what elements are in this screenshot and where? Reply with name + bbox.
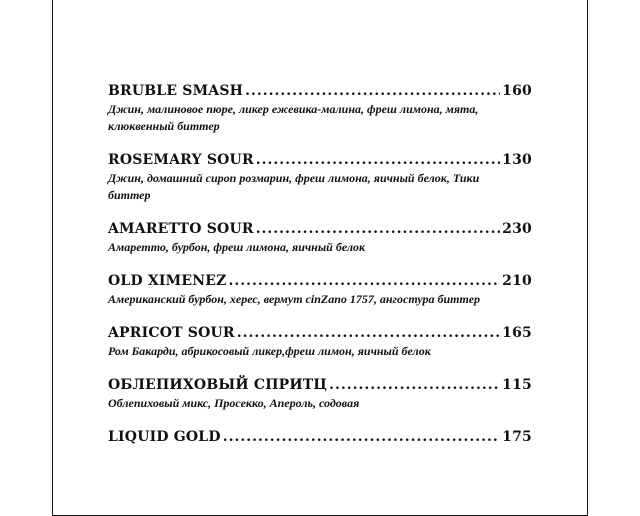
cocktail-menu <box>108 82 532 463</box>
menu-item-price: 115 <box>502 377 532 393</box>
menu-item-price: 230 <box>502 221 532 237</box>
menu-item-name: OLD XIMENEZ <box>108 273 227 289</box>
menu-item-title-line <box>108 428 532 447</box>
dot-leader <box>237 324 500 343</box>
dot-leader <box>256 151 500 170</box>
menu-item-price: 165 <box>502 325 532 341</box>
menu-item-title-line <box>108 82 532 101</box>
menu-item-title-line <box>108 151 532 170</box>
menu-item-description: Амаретто, бурбон, фреш лимона, яичный белок <box>108 240 366 254</box>
menu-item-description: Джин, домашний сироп розмарин, фреш лимона, яичный белок, Тики биттер <box>108 171 480 202</box>
menu-item <box>108 272 532 308</box>
menu-item-description: Джин, малиновое пюре, ликер ежевика-малина, фреш лимона, мята, клюквенный биттер <box>108 102 479 133</box>
menu-item-name: BRUBLE SMASH <box>108 83 244 99</box>
dot-leader <box>245 82 500 101</box>
menu-item <box>108 428 532 447</box>
menu-item-name: ОБЛЕПИХОВЫЙ СПРИТЦ <box>108 377 328 393</box>
dot-leader <box>229 272 501 291</box>
menu-item-price: 160 <box>502 83 532 99</box>
menu-item <box>108 376 532 412</box>
menu-item <box>108 82 532 135</box>
menu-item-name: LIQUID GOLD <box>108 429 221 445</box>
menu-item-price: 210 <box>502 273 532 289</box>
menu-item-description: Облепиховый микс, Просекко, Апероль, содовая <box>108 396 360 410</box>
menu-item-title-line <box>108 220 532 239</box>
dot-leader <box>329 376 500 395</box>
menu-item-title-line <box>108 324 532 343</box>
menu-item-description: Американский бурбон, херес, вермут cinZano 1757, ангостура биттер <box>108 292 481 306</box>
menu-item <box>108 324 532 360</box>
menu-item-title-line <box>108 376 532 395</box>
menu-item-price: 130 <box>502 152 532 168</box>
dot-leader <box>256 220 500 239</box>
menu-item-name: APRICOT SOUR <box>108 325 235 341</box>
menu-item <box>108 151 532 204</box>
menu-item <box>108 220 532 256</box>
menu-item-name: AMARETTO SOUR <box>108 221 254 237</box>
menu-item-price: 175 <box>502 429 532 445</box>
menu-item-description: Ром Бакарди, абрикосовый ликер,фреш лимон, яичный белок <box>108 344 431 358</box>
menu-item-name: ROSEMARY SOUR <box>108 152 254 168</box>
menu-item-title-line <box>108 272 532 291</box>
dot-leader <box>223 428 500 447</box>
